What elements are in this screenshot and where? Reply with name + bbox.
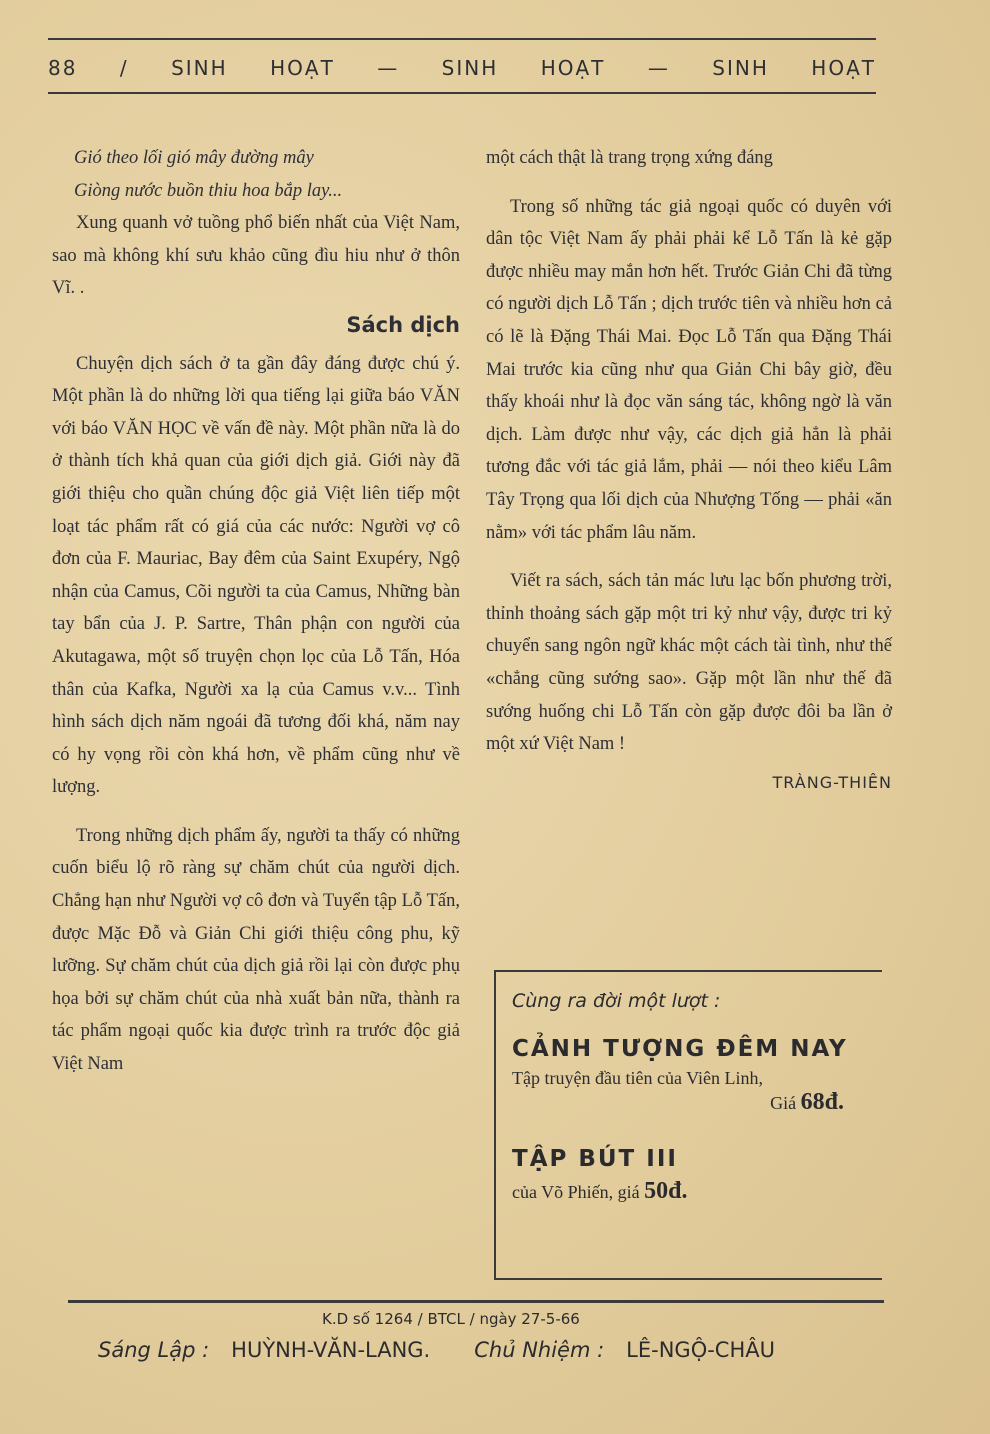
footer-credits	[98, 1338, 888, 1362]
director-name: LÊ-NGỘ-CHÂU	[626, 1338, 775, 1362]
poem-line: Giòng nước buồn thiu hoa bắp lay...	[74, 180, 343, 201]
paragraph: một cách thật là trang trọng xứng đáng	[486, 148, 773, 168]
header-segment: SINH	[171, 56, 228, 80]
paragraph: Chuyện dịch sách ở ta gần đây đáng được chú ý. Một phần là do những lời qua tiếng lại giữa báo VĂN với báo VĂN HỌC về vấn đề này. Một phần nữa là do ở thành tích khả quan của giới dịch giả. Giới này đã giới thiệu cho quần chúng độc giả Việt liên tiếp một loạt tác phẩm rất có giá của các nước: Người vợ cô đơn của F. Mauriac, Bay đêm của Saint Exupéry, Ngộ nhận của Camus, Cõi người ta của Camus, Những bàn tay bẩn của J. P. Sartre, Thân phận con người của Akutagawa, một số truyện chọn lọc của Lỗ Tấn, Hóa thân của Kafka, Người xa lạ của Camus v.v... Tình hình sách dịch năm ngoái đã tương đối khá, năm nay có hy vọng rồi còn khá hơn, về phẩm cũng như về lượng.	[52, 353, 460, 798]
paragraph-gap	[486, 549, 892, 565]
running-header	[48, 38, 876, 98]
book-advertisement	[494, 970, 882, 1280]
header-segment: HOẠT	[270, 56, 335, 80]
header-segment: SINH	[712, 56, 769, 80]
price-label: Giá	[770, 1093, 797, 1113]
ad-book-price	[512, 1089, 844, 1116]
author-signature: TRÀNG-THIÊN	[772, 772, 892, 792]
ad-book-title: CẢNH TƯỢNG ĐÊM NAY	[512, 1036, 848, 1062]
director-label: Chủ Nhiệm :	[474, 1338, 605, 1362]
paragraph-gap	[52, 804, 460, 820]
paragraph: Xung quanh vở tuồng phổ biến nhất của Việt Nam, sao mà không khí sưu khảo cũng đìu hiu như ở thôn Vĩ. .	[52, 213, 460, 299]
founder-label: Sáng Lập :	[98, 1338, 210, 1362]
header-segment: SINH	[441, 56, 499, 80]
header-line	[48, 56, 876, 80]
section-heading: Sách dịch	[346, 312, 460, 337]
header-segment: —	[377, 56, 400, 80]
poem-line: Gió theo lối gió mây đường mây	[74, 148, 314, 168]
paragraph: Viết ra sách, sách tản mác lưu lạc bốn phương trời, thỉnh thoảng sách gặp một tri kỷ như vậy, được tri kỷ chuyển sang ngôn ngữ khác một cách tài tình, như thế «chẳng cũng sướng sao». Gặp một lần như thế đã sướng huống chi Lỗ Tấn còn gặp được đôi ba lần ở một xứ Việt Nam !	[486, 571, 892, 755]
page-number: 88	[48, 56, 78, 80]
header-segment: HOẠT	[811, 56, 876, 80]
ad-book-description-text: của Võ Phiến, giá	[512, 1182, 640, 1202]
price-value: 68đ.	[800, 1089, 844, 1115]
ad-book-description: Tập truyện đầu tiên của Viên Linh,	[512, 1068, 764, 1088]
ad-book-description	[512, 1178, 868, 1205]
ad-book-title: TẬP BÚT III	[512, 1146, 678, 1172]
header-segment: HOẠT	[540, 56, 606, 80]
founder-name: HUỲNH-VĂN-LANG.	[231, 1338, 431, 1362]
left-column	[52, 142, 460, 1081]
header-segment: —	[647, 56, 670, 80]
header-separator: /	[119, 56, 129, 80]
right-column	[486, 142, 892, 799]
paragraph: Trong số những tác giả ngoại quốc có duyên với dân tộc Việt Nam ấy phải phải kể Lỗ Tấn là kẻ gặp được nhiều may mắn hơn hết. Trước Giản Chi đã từng có người dịch Lỗ Tấn ; dịch trước tiên và nhiều hơn cả có lẽ là Đặng Thái Mai. Đọc Lỗ Tấn qua Đặng Thái Mai trước kia cũng như qua Giản Chi bây giờ, đều thấy khoái như là đọc văn sáng tác, không ngờ là văn dịch. Làm được như vậy, các dịch giả hẳn là phải tương đắc với tác giả lắm, phải — nói theo kiểu Lâm Tây Trọng qua lối dịch của Nhượng Tống — phải «ăn nằm» với tác phẩm lâu năm.	[486, 196, 892, 543]
price-value: 50đ.	[644, 1178, 688, 1204]
publication-permit: K.D số 1264 / BTCL / ngày 27-5-66	[322, 1310, 580, 1328]
paragraph-gap	[486, 175, 892, 191]
header-bottom-rule	[48, 92, 876, 94]
ad-lead: Cùng ra đời một lượt :	[512, 990, 721, 1012]
paragraph: Trong những dịch phẩm ấy, người ta thấy có những cuốn biểu lộ rõ ràng sự chăm chút của người dịch. Chẳng hạn như Người vợ cô đơn và Tuyển tập Lỗ Tấn, được Mặc Đỗ và Giản Chi giới thiệu công phu, kỹ lưỡng. Sự chăm chút của dịch giả rồi lại còn được phụ họa bởi sự chăm chút của nhà xuất bản nữa, thành ra tác phẩm ngoại quốc kia được trình ra trước độc giả Việt Nam	[52, 825, 460, 1075]
footer-rule	[68, 1300, 884, 1303]
header-top-rule	[48, 38, 876, 40]
